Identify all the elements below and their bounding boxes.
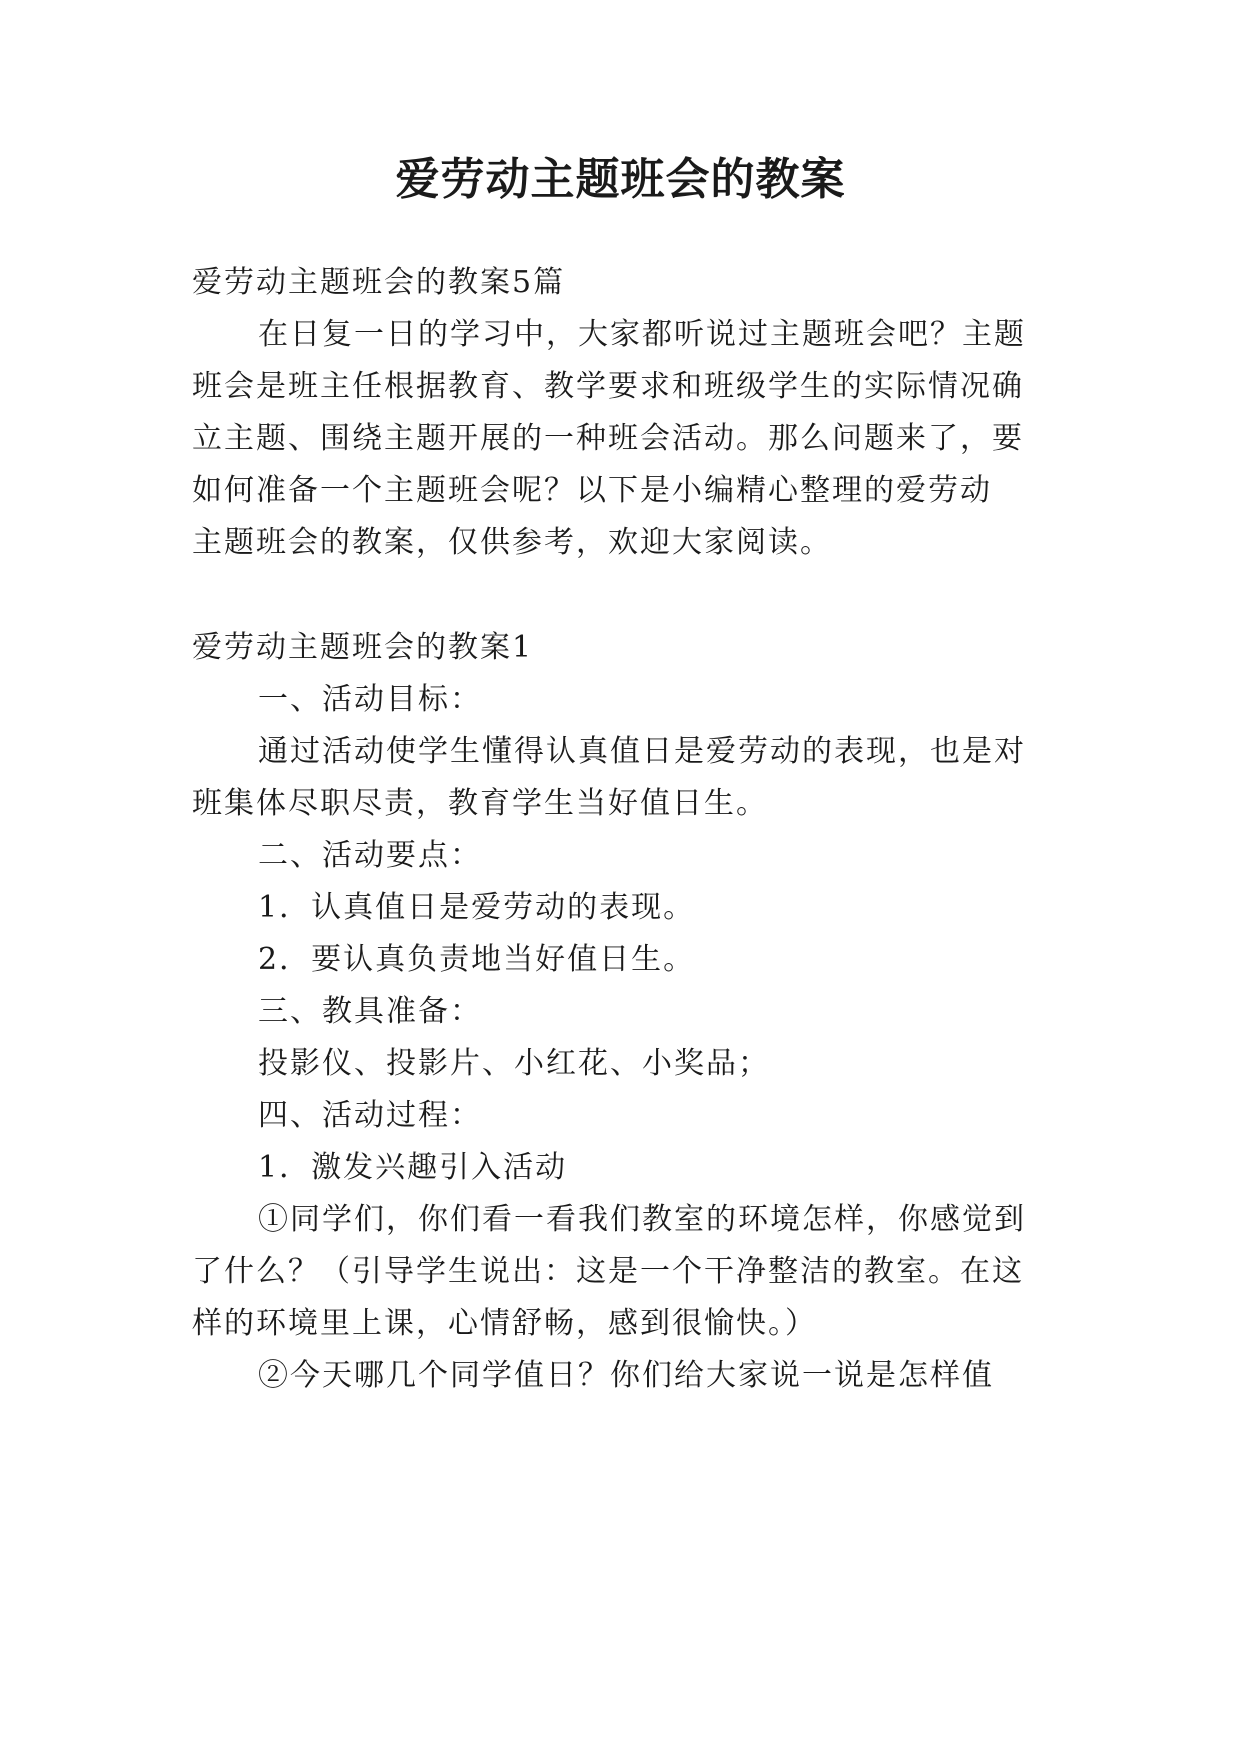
process-heading: 四、活动过程： bbox=[258, 1098, 482, 1133]
subtitle: 爱劳动主题班会的教案5篇 bbox=[192, 265, 566, 300]
document-title: 爱劳动主题班会的教案 bbox=[395, 154, 846, 205]
section-heading: 爱劳动主题班会的教案1 bbox=[192, 630, 534, 665]
intro-line-2: 班会是班主任根据教育、教学要求和班级学生的实际情况确 bbox=[192, 369, 1024, 404]
question-2-line-1: ②今天哪几个同学值日？你们给大家说一说是怎样值 bbox=[258, 1358, 994, 1393]
point-2: 2．要认真负责地当好值日生。 bbox=[258, 942, 696, 977]
process-step-1: 1．激发兴趣引入活动 bbox=[258, 1150, 568, 1185]
tools-heading: 三、教具准备： bbox=[258, 994, 482, 1029]
question-1-line-2: 了什么？（引导学生说出：这是一个干净整洁的教室。在这 bbox=[192, 1254, 1024, 1289]
goal-line-2: 班集体尽职尽责，教育学生当好值日生。 bbox=[192, 786, 768, 821]
intro-line-3: 立主题、围绕主题开展的一种班会活动。那么问题来了，要 bbox=[192, 421, 1024, 456]
tools-list: 投影仪、投影片、小红花、小奖品； bbox=[258, 1046, 770, 1081]
intro-line-5: 主题班会的教案，仅供参考，欢迎大家阅读。 bbox=[192, 525, 832, 560]
intro-line-4: 如何准备一个主题班会呢？以下是小编精心整理的爱劳动 bbox=[192, 473, 992, 508]
points-heading: 二、活动要点： bbox=[258, 838, 482, 873]
intro-line-1: 在日复一日的学习中，大家都听说过主题班会吧？主题 bbox=[258, 317, 1026, 352]
question-1-line-3: 样的环境里上课，心情舒畅，感到很愉快。） bbox=[192, 1306, 817, 1341]
goal-heading: 一、活动目标： bbox=[258, 682, 482, 717]
question-1-line-1: ①同学们，你们看一看我们教室的环境怎样，你感觉到 bbox=[258, 1202, 1026, 1237]
point-1: 1．认真值日是爱劳动的表现。 bbox=[258, 890, 696, 925]
goal-line-1: 通过活动使学生懂得认真值日是爱劳动的表现，也是对 bbox=[258, 734, 1026, 769]
